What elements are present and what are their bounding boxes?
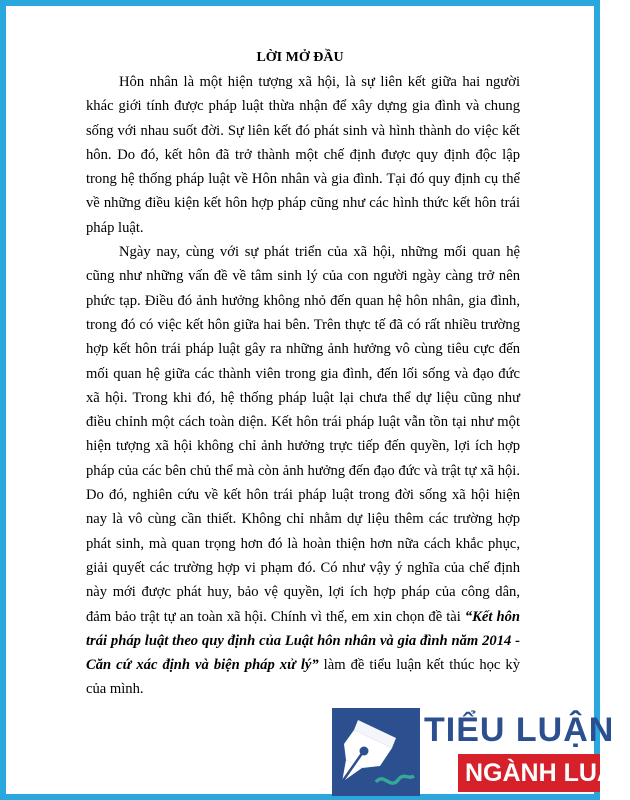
thesis-topic-title: “Kết hôn trái pháp luật theo quy định của Luật hôn nhân và gia đình năm 2014 - Căn cứ xác định và biện pháp xử lý” — [86, 608, 520, 674]
paragraph-2 — [86, 240, 520, 702]
logo-subtitle: NGÀNH LUẬT — [465, 759, 630, 787]
brand-logo — [330, 708, 630, 800]
paragraph-1: Hôn nhân là một hiện tượng xã hội, là sự liên kết giữa hai người khác giới tính được pháp luật thừa nhận để xây dựng gia đình và chung sống với nhau suốt đời. Sự liên kết đó phát sinh và hình thành do việc kết hôn. Do đó, kết hôn đã trở thành một chế định được quy định độc lập trong hệ thống pháp luật về Hôn nhân và gia đình. Tại đó quy định cụ thể về những điều kiện kết hôn hợp pháp cũng như các hình thức kết hôn trái pháp luật. — [86, 74, 520, 236]
logo-title: TIỂU LUẬN — [424, 711, 615, 749]
document-title: LỜI MỞ ĐẦU — [256, 50, 344, 65]
document-body — [86, 70, 520, 702]
paragraph-2-ending: làm đề tiểu luận kết thúc học kỳ của mình. — [86, 657, 520, 698]
paragraph-2-text: Ngày nay, cùng với sự phát triển của xã hội, những mối quan hệ cũng như những vấn đề về tâm sinh lý của con người ngày càng trở nên phức tạp. Điều đó ảnh hưởng không nhỏ đến quan hệ hôn nhân, gia đình, trong đó có việc kết hôn giữa hai bên. Trên thực tế đã có rất nhiều trường hợp kết hôn trái pháp luật gây ra những ảnh hưởng vô cùng tiêu cực đến mối quan hệ giữa các thành viên trong gia đình, đến lối sống và đạo đức xã hội. Trong khi đó, hệ thống pháp luật lại chưa thể dự liệu cũng như điều chỉnh một cách toàn diện. Kết hôn trái pháp luật vẫn tồn tại như một hiện tượng xã hội không chỉ ảnh hưởng trực tiếp đến quyền, lợi ích hợp pháp của các bên chủ thể mà còn ảnh hưởng đến đạo đức và trật tự xã hội. Do đó, nghiên cứu về kết hôn trái pháp luật trong đời sống xã hội hiện nay là vô cùng cần thiết. Không chỉ nhằm dự liệu thêm các trường hợp phát sinh, mà quan trọng hơn đó là hoàn thiện hơn nữa cách khắc phục, giải quyết các trường hợp vi phạm đó. Có như vậy ý nghĩa của chế định này mới được phát huy, bảo vệ quyền, lợi ích hợp pháp của công dân, đảm bảo trật tự an toàn xã hội. Chính vì thế, em xin chọn đề tài — [86, 244, 520, 625]
fountain-pen-nib-icon — [332, 708, 420, 796]
